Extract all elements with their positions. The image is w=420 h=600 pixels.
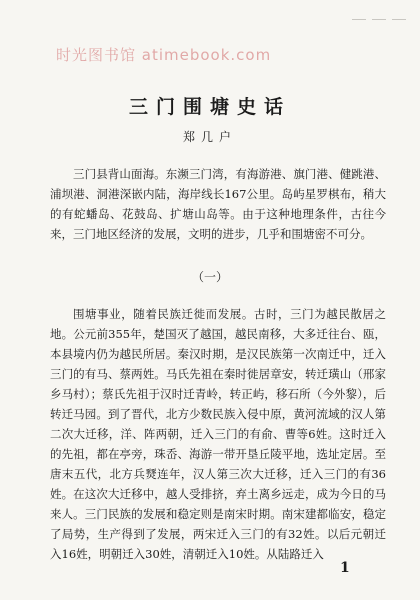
header-marks (352, 10, 406, 20)
page-number: 1 (340, 560, 350, 576)
header-mark (352, 10, 366, 20)
body-paragraph: 围塘事业，随着民族迁徙而发展。古时，三门为越民散居之地。公元前355年，楚国灭了越国，越民南移，大多迁往台、瓯，本县境内仍为越民所居。秦汉时期，是汉民族第一次南迁中，迁入三门的有马、蔡两姓。马氏先祖在秦时徙居章安，转迁璜山（邢家乡马村）；蔡氏先祖于汉时迁青岭，转正屿，移石所（今外黎），后转迁马园。到了晋代，北方少数民族入侵中原，黄河流域的汉人第二次大迁移，洋、阵两朝，迁入三门的有俞、曹等6姓。这时迁入的先祖，都在亭旁，珠岙、海游一带开垦丘陵平地，选址定居。至唐末五代，北方兵燹连年，汉人第三次大迁移，迁入三门的有36姓。在这次大迁移中，越人受排挤，弃土离乡远走，成为今日的马来人。三门民族的发展和稳定则是南宋时期。南宋建都临安，稳定了局势，生产得到了发展，两宋迁入三门的有32姓。以后元朝迁入16姓，明朝迁入30姓，清朝迁入10姓。从陆路迁入 (50, 306, 386, 561)
article-author: 郑几户 (182, 130, 237, 144)
section-marker: （一） (191, 270, 228, 284)
header-mark (392, 10, 406, 20)
header-mark (372, 10, 386, 20)
intro-paragraph: 三门县背山面海。东濒三门湾，有海游港、旗门港、健跳港、浦坝港、洞港深嵌内陆，海岸线长167公里。岛屿星罗棋布，稍大的有蛇蟠岛、花鼓岛、扩塘山岛等。由于这种地理条件，古往今来，三门地区经济的发展，文明的进步，几乎和围塘密不可分。 (50, 166, 386, 241)
watermark-text: 时光图书馆 atimebook.com (56, 46, 272, 64)
article-title: 三门围塘史话 (128, 96, 291, 118)
